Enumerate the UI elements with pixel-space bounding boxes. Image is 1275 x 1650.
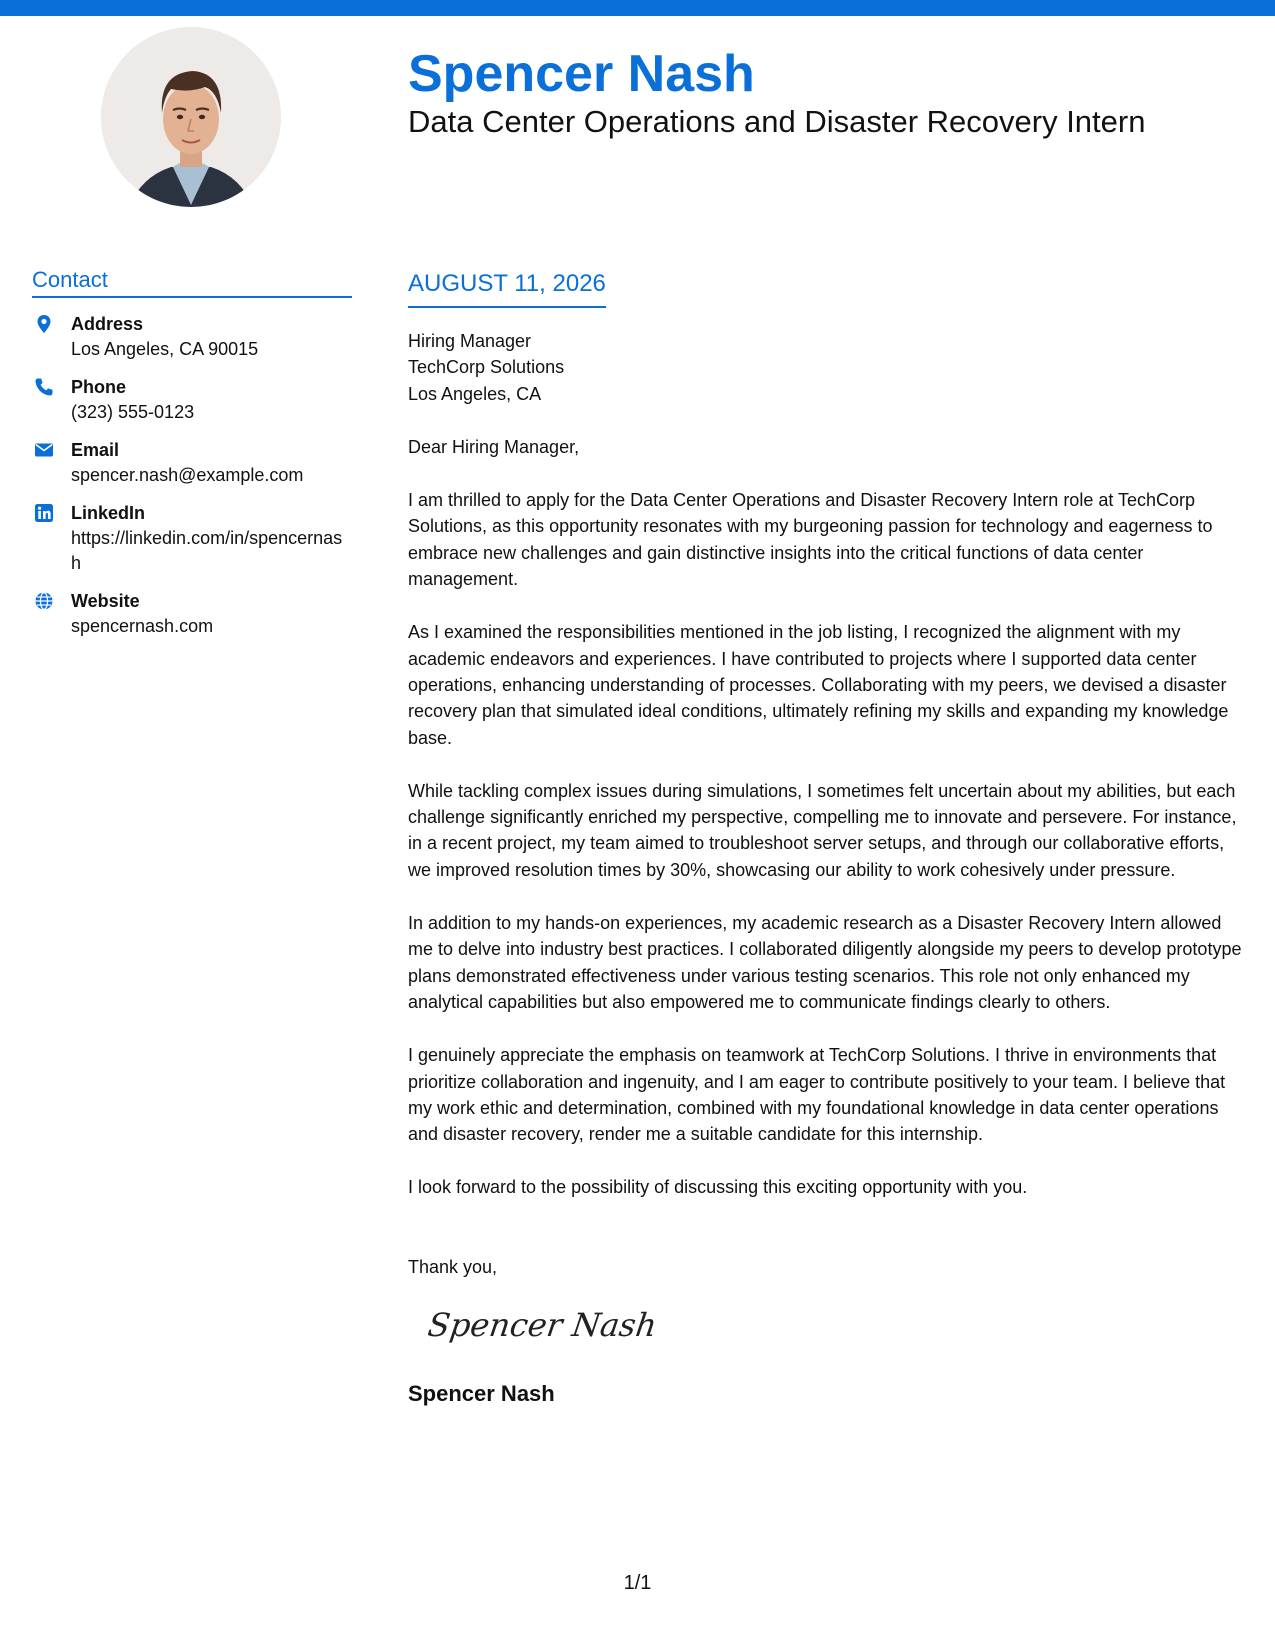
- contact-item-email: [32, 438, 352, 488]
- contact-heading: Contact: [32, 266, 352, 298]
- applicant-name: Spencer Nash: [408, 45, 755, 103]
- phone-icon: [34, 377, 54, 397]
- letter-paragraph: I am thrilled to apply for the Data Center Operations and Disaster Recovery Intern role at TechCorp Solutions, as this opportunity resonates with my burgeoning passion for technology and eagerness to embrace new challenges and gain distinctive insights into the critical functions of data center management.: [408, 490, 1213, 590]
- envelope-icon: [34, 440, 54, 460]
- salutation: Dear Hiring Manager,: [408, 436, 580, 457]
- sign-off: Thank you,: [408, 1256, 498, 1277]
- recipient-block: [408, 328, 1248, 407]
- recipient-line: TechCorp Solutions: [408, 357, 565, 378]
- avatar: [101, 27, 281, 207]
- contact-item-linkedin: [32, 501, 352, 576]
- letter-body: [408, 268, 1248, 1409]
- letter-paragraph: As I examined the responsibilities mentioned in the job listing, I recognized the alignment with my academic endeavors and experiences. I have contributed to projects where I supported data center operations, enhancing understanding of processes. Collaborating with my peers, we devised a disaster recovery plan that simulated ideal conditions, ultimately refining my skills and expanding my knowledge base.: [408, 622, 1229, 748]
- signature: [428, 1298, 668, 1354]
- phone-value: (323) 555-0123: [71, 402, 195, 422]
- letter-paragraph: While tackling complex issues during simulations, I sometimes felt uncertain about my abilities, but each challenge significantly enriched my perspective, compelling me to innovate and persevere. For instance, in a recent project, my team aimed to troubleshoot server setups, and through our collaborative efforts, we improved resolution times by 30%, showcasing our ability to work cohesively under pressure.: [408, 780, 1237, 880]
- contact-item-website: [32, 589, 352, 639]
- recipient-line: Los Angeles, CA: [408, 383, 542, 404]
- contact-label: Phone: [71, 377, 127, 397]
- linkedin-value[interactable]: https://linkedin.com/in/spencernash: [71, 528, 343, 573]
- contact-item-phone: [32, 375, 352, 425]
- page-number: 1/1: [623, 1572, 652, 1594]
- letter-date: AUGUST 11, 2026: [408, 268, 606, 308]
- top-accent-bar: [0, 0, 1275, 16]
- signed-name: Spencer Nash: [408, 1381, 555, 1407]
- globe-icon: [34, 591, 54, 611]
- recipient-line: Hiring Manager: [408, 331, 532, 351]
- contact-label: Address: [71, 314, 144, 334]
- email-value[interactable]: spencer.nash@example.com: [71, 465, 304, 485]
- linkedin-icon: [34, 503, 54, 523]
- contact-label: LinkedIn: [71, 503, 146, 523]
- closing-line: I look forward to the possibility of discussing this exciting opportunity with you.: [408, 1177, 1028, 1198]
- job-title: Data Center Operations and Disaster Recovery Intern: [408, 104, 1146, 139]
- location-pin-icon: [34, 314, 54, 334]
- signature-text: Spencer Nash: [428, 1306, 660, 1344]
- address-value: Los Angeles, CA 90015: [71, 339, 259, 359]
- contact-item-address: [32, 312, 352, 362]
- profile-photo: [101, 27, 281, 207]
- contact-label: Website: [71, 591, 140, 611]
- letter-paragraph: I genuinely appreciate the emphasis on teamwork at TechCorp Solutions. I thrive in environments that prioritize collaboration and ingenuity, and I am eager to contribute positively to your team. I believe that my work ethic and determination, combined with my foundational knowledge in data center operations and disaster recovery, render me a suitable candidate for this internship.: [408, 1045, 1226, 1145]
- contact-label: Email: [71, 440, 120, 460]
- letter-paragraph: In addition to my hands-on experiences, my academic research as a Disaster Recovery Intern allowed me to delve into industry best practices. I collaborated diligently alongside my peers to develop prototype plans demonstrated effectiveness under various testing scenarios. This role not only enhanced my analytical capabilities but also empowered me to communicate findings clearly to others.: [408, 913, 1242, 1012]
- contact-sidebar: [32, 266, 352, 652]
- website-value[interactable]: spencernash.com: [71, 616, 214, 636]
